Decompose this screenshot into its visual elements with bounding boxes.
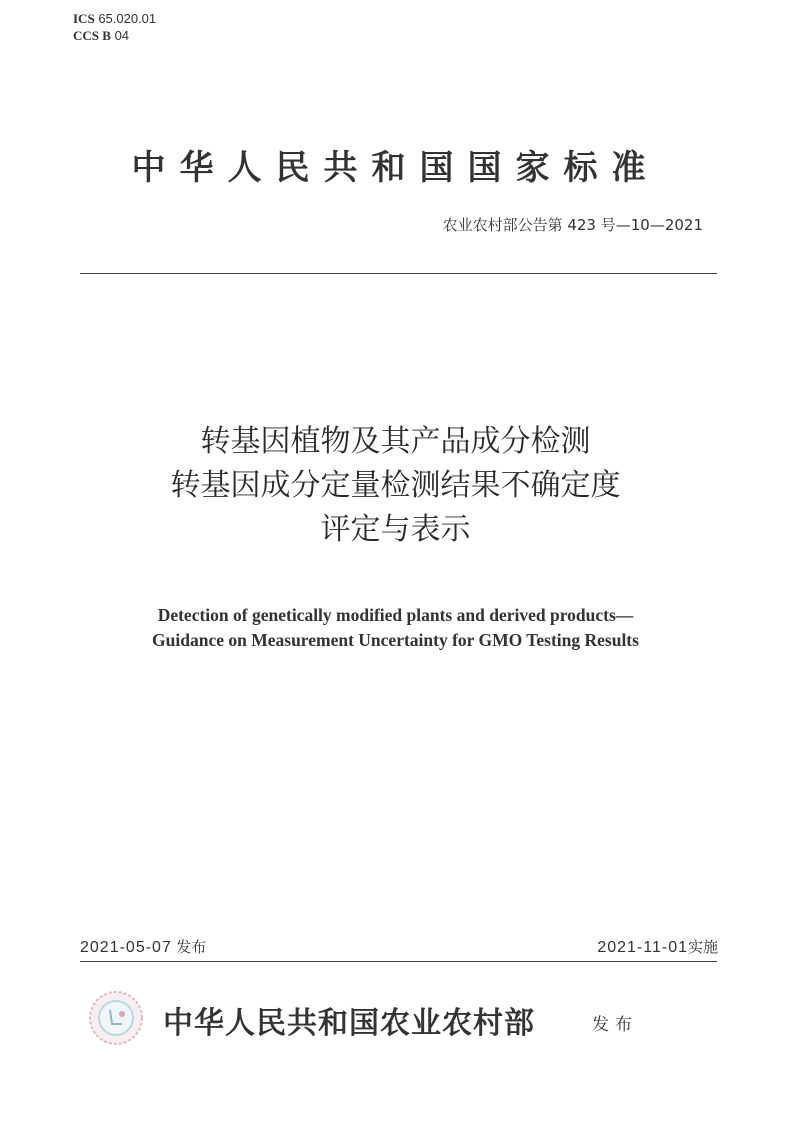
implement-date-value: 2021-11-01 (597, 939, 688, 956)
chinese-title-line: 评定与表示 (320, 512, 471, 547)
standard-number: 农业农村部公告第 423 号—10—2021 (442, 216, 703, 234)
english-title-line: Detection of genetically modified plants and derived products— (157, 605, 634, 625)
standard-type: 中华人民共和国国家标准 (131, 148, 660, 188)
issue-date (80, 936, 206, 957)
chinese-title-line: 转基因植物及其产品成分检测 (200, 424, 591, 459)
issuer-label: 发布 (592, 1015, 638, 1035)
classification-codes (73, 10, 156, 44)
chinese-title (0, 420, 791, 552)
implement-date-label: 实施 (687, 938, 718, 956)
issuing-authority: 中华人民共和国农业农村部 (163, 1006, 535, 1041)
footer-divider (80, 961, 717, 962)
implement-date (597, 936, 718, 957)
ccs-label: CCS B (73, 28, 111, 43)
issue-date-label: 发布 (176, 938, 207, 956)
issue-date-value: 2021-05-07 (80, 939, 172, 956)
ics-label: ICS (73, 11, 95, 26)
english-title (0, 603, 791, 653)
ministry-seal-icon (88, 990, 144, 1046)
english-title-line: Guidance on Measurement Uncertainty for GMO Testing Results (152, 630, 639, 650)
ccs-value: 04 (114, 28, 130, 43)
header-divider (80, 273, 717, 274)
ics-value: 65.020.01 (98, 11, 157, 26)
chinese-title-line: 转基因成分定量检测结果不确定度 (170, 468, 621, 503)
